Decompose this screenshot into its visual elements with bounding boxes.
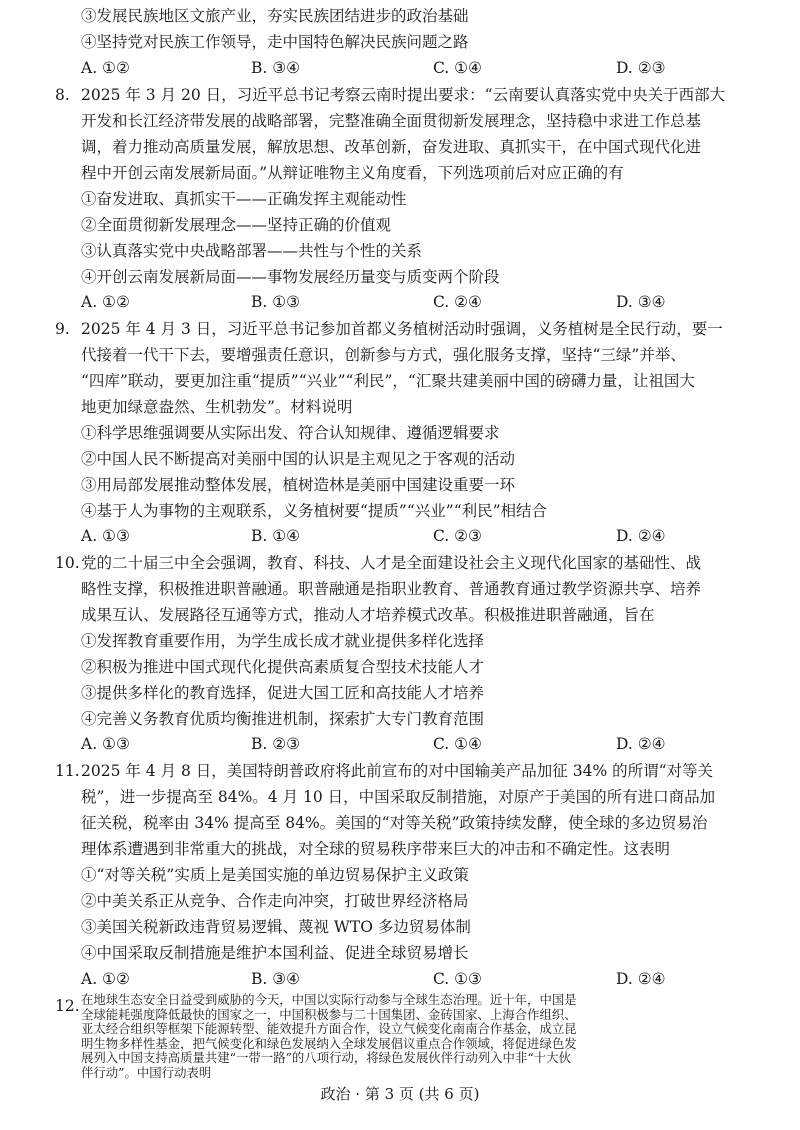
q10-option-c[interactable]: C. ①④ [433,735,482,753]
q10-option-d[interactable]: D. ②④ [616,735,666,753]
q8-option-d[interactable]: D. ③④ [616,293,666,311]
q8-option-c[interactable]: C. ②④ [433,293,482,311]
page-footer: 政治 · 第 3 页 (共 6 页) [320,1085,480,1103]
q8-item-1: ①奋发进取、真抓实干——正确发挥主观能动性 [81,190,407,208]
q8-number: 8. [55,86,70,104]
q9-option-b[interactable]: B. ①④ [251,527,301,545]
q8-item-2: ②全面贯彻新发展理念——坚持正确的价值观 [81,216,392,234]
q11-stem-line: 征关税，税率由 34% 提高至 84%。美国的“对等关税”政策持续发酵，使全球的多边贸易治 [81,814,708,832]
q9-item-4: ④基于人为事物的主观联系，义务植树要“提质”“兴业”“利民”相结合 [81,502,548,520]
q12-stem-line: 亚太经合组织等框架下能源转型、能效提升方面合作，设立气候变化南南合作基金，成立昆 [81,1022,577,1037]
q10-item-1: ①发挥教育重要作用，为学生成长成才就业提供多样化选择 [81,632,485,650]
q7-option-c[interactable]: C. ①④ [433,59,482,77]
q11-stem-line: 2025 年 4 月 8 日，美国特朗普政府将此前宣布的对中国输美产品加征 34% 的所谓“对等关 [81,762,714,780]
q9-stem-line: 地更加绿意盎然、生机勃发”。材料说明 [81,398,353,416]
q10-option-a[interactable]: A. ①③ [81,735,130,753]
q8-option-a[interactable]: A. ①② [81,293,130,311]
q8-stem-line: 2025 年 3 月 20 日，习近平总书记考察云南时提出要求：“云南要认真落实党中央关于西部大 [81,86,726,104]
q7-item-3: ③发展民族地区文旅产业，夯实民族团结进步的政治基础 [81,7,469,25]
q7-option-d[interactable]: D. ②③ [616,59,666,77]
q9-number: 9. [55,320,70,338]
q9-options [81,523,781,549]
q10-options [81,731,781,757]
q10-stem-line: 成果互认、发展路径互通等方式，推动人才培养模式改革。积极推进职普融通，旨在 [81,606,655,624]
q10-option-b[interactable]: B. ②③ [251,735,301,753]
q9-item-3: ③用局部发展推动整体发展，植树造林是美丽中国建设重要一环 [81,476,516,494]
q10-item-3: ③提供多样化的教育选择，促进大国工匠和高技能人才培养 [81,684,485,702]
q12-stem-line: 展列入中国支持高质量共建“一带一路”的八项行动，将绿色发展伙伴行动列入中非“十大伙 [81,1051,571,1066]
q7-option-a[interactable]: A. ①② [81,59,130,77]
q8-stem-line: 调，着力推动高质量发展，解放思想、改革创新，奋发进取、真抓实干，在中国式现代化进 [81,138,702,156]
q8-option-b[interactable]: B. ①③ [251,293,301,311]
q11-option-b[interactable]: B. ③④ [251,970,301,988]
q9-option-d[interactable]: D. ②④ [616,527,666,545]
q7-option-b[interactable]: B. ③④ [251,59,301,77]
q11-stem-line: 税”，进一步提高至 84%。4 月 10 日，中国采取反制措施，对原产于美国的所有进口商品加 [81,788,716,806]
q8-stem-line: 开发和长江经济带发展的战略部署，完整准确全面贯彻新发展理念，坚持稳中求进工作总基 [81,112,702,130]
q11-item-3: ③美国关税新政违背贸易逻辑、蔑视 WTO 多边贸易体制 [81,918,471,936]
q8-item-4: ④开创云南发展新局面——事物发展经历量变与质变两个阶段 [81,268,500,286]
q12-stem-line: 伴行动”。中国行动表明 [81,1066,212,1080]
q10-stem-line: 党的二十届三中全会强调，教育、科技、人才是全面建设社会主义现代化国家的基础性、战 [81,554,702,572]
q9-item-1: ①科学思维强调要从实际出发、符合认知规律、遵循逻辑要求 [81,424,500,442]
q10-number: 10. [55,554,80,572]
q11-stem-line: 理体系遭遇到非常重大的挑战，对全球的贸易秩序带来巨大的冲击和不确定性。这表明 [81,840,671,858]
q10-item-4: ④完善义务教育优质均衡推进机制，探索扩大专门教育范围 [81,710,485,728]
q9-option-c[interactable]: C. ②③ [433,527,482,545]
q11-item-2: ②中美关系正从竞争、合作走向冲突，打破世界经济格局 [81,892,469,910]
q11-number: 11. [55,762,80,780]
q12-number: 12. [55,997,80,1015]
q11-option-a[interactable]: A. ①② [81,970,130,988]
q9-stem-line: 代接着一代干下去，要增强责任意识，创新参与方式，强化服务支撑，坚持“三绿”并举、 [81,346,686,364]
q11-item-1: ①“对等关税”实质上是美国实施的单边贸易保护主义政策 [81,866,469,884]
q11-option-d[interactable]: D. ②④ [616,970,666,988]
q8-item-3: ③认真落实党中央战略部署——共性与个性的关系 [81,242,423,260]
q12-stem-line: 全球能耗强度降低最快的国家之一，中国积极参与二十国集团、金砖国家、上海合作组织、 [81,1007,577,1022]
q10-stem-line: 略性支撑，积极推进职普融通。职普融通是指职业教育、普通教育通过教学资源共享、培养 [81,580,702,598]
q9-stem-line: 2025 年 4 月 3 日，习近平总书记参加首都义务植树活动时强调，义务植树是全民行动，要一 [81,320,723,338]
q7-options [81,55,781,81]
q9-item-2: ②中国人民不断提高对美丽中国的认识是主观见之于客观的活动 [81,450,516,468]
q12-stem-line: 在地球生态安全日益受到威胁的今天，中国以实际行动参与全球生态治理。近十年，中国是 [81,993,577,1007]
q11-item-4: ④中国采取反制措施是维护本国利益、促进全球贸易增长 [81,944,469,962]
q11-option-c[interactable]: C. ①③ [433,970,482,988]
q8-options [81,289,781,315]
q12-stem-line: 明生物多样性基金，把气候变化和绿色发展纳入全球发展倡议重点合作领域，将促进绿色发 [81,1036,577,1051]
q8-stem-line: 程中开创云南发展新局面。”从辩证唯物主义角度看，下列选项前后对应正确的有 [81,164,624,182]
q11-options [81,966,781,992]
q10-item-2: ②积极为推进中国式现代化提供高素质复合型技术技能人才 [81,658,485,676]
q9-option-a[interactable]: A. ①③ [81,527,130,545]
q7-item-4: ④坚持党对民族工作领导，走中国特色解决民族问题之路 [81,33,469,51]
q9-stem-line: “四库”联动，要更加注重“提质”“兴业”“利民”，“汇聚共建美丽中国的磅礴力量，让祖国大 [81,372,695,390]
